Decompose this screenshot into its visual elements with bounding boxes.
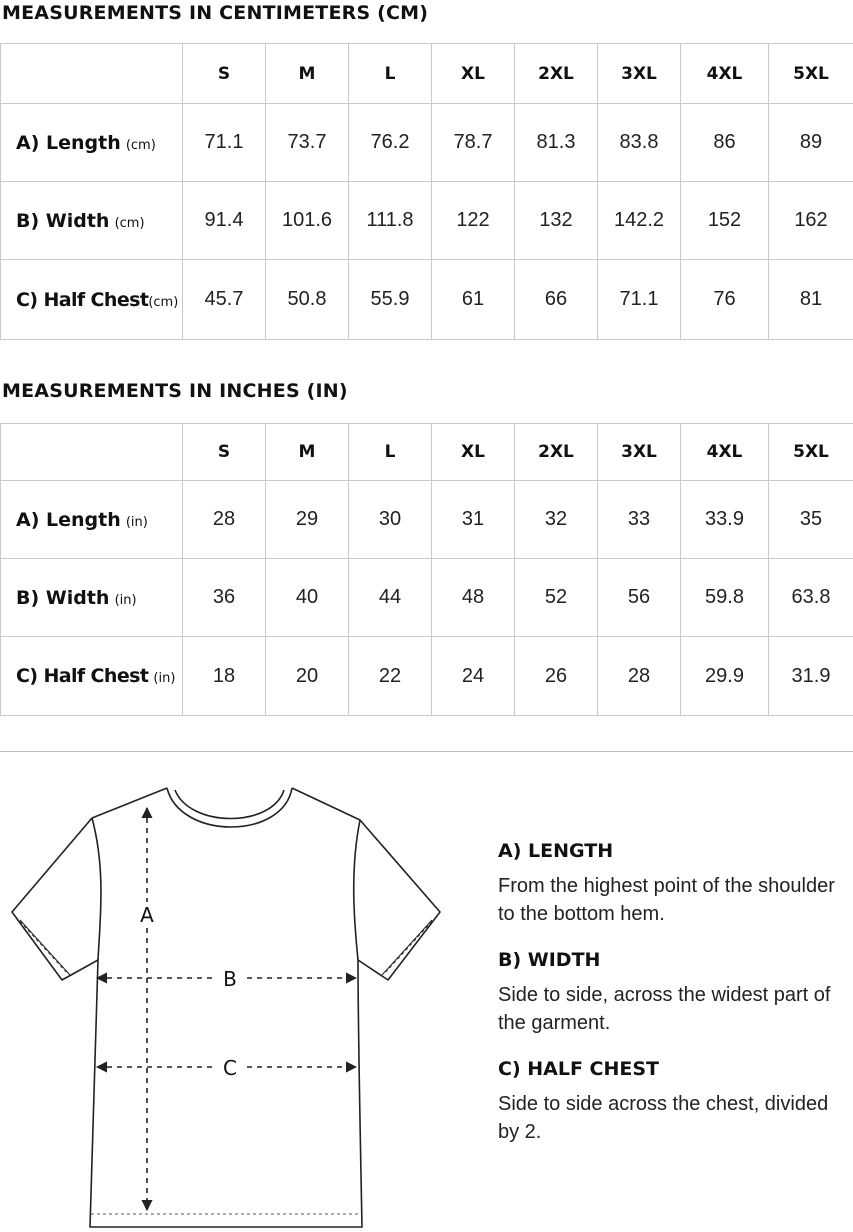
table-cell: 81 <box>769 260 853 340</box>
table-cell: 52 <box>515 559 598 637</box>
table-cell: 28 <box>598 637 681 716</box>
table-cell: 56 <box>598 559 681 637</box>
row-label <box>1 481 183 559</box>
table-cell: 36 <box>183 559 266 637</box>
cm-size-table <box>0 43 853 340</box>
table-cell: 78.7 <box>432 104 515 182</box>
table-cell: 29.9 <box>681 637 769 716</box>
size-header: 5XL <box>769 44 853 104</box>
table-cell: 83.8 <box>598 104 681 182</box>
table-row <box>1 481 853 559</box>
table-cell: 61 <box>432 260 515 340</box>
table-cell: 76.2 <box>349 104 432 182</box>
table-cell: 66 <box>515 260 598 340</box>
row-label-unit: (in) <box>125 514 148 530</box>
size-header: L <box>349 44 432 104</box>
table-row <box>1 104 853 182</box>
cm-section-title: MEASUREMENTS IN CENTIMETERS (CM) <box>2 2 429 24</box>
legend-description: Side to side, across the widest part of the garment. <box>498 984 831 1034</box>
table-cell: 24 <box>432 637 515 716</box>
table-cell: 22 <box>349 637 432 716</box>
row-label-unit: (cm) <box>125 137 156 153</box>
legend-item-length <box>498 840 838 928</box>
in-section-title: MEASUREMENTS IN INCHES (IN) <box>2 380 348 402</box>
row-label-text: C) Half Chest <box>16 288 149 311</box>
label-a: A <box>140 903 154 927</box>
size-header: 2XL <box>515 424 598 481</box>
table-cell: 18 <box>183 637 266 716</box>
size-header: 2XL <box>515 44 598 104</box>
size-header: M <box>266 44 349 104</box>
size-header: 4XL <box>681 424 769 481</box>
table-cell: 111.8 <box>349 182 432 260</box>
size-header: XL <box>432 424 515 481</box>
table-cell: 152 <box>681 182 769 260</box>
table-cell: 31 <box>432 481 515 559</box>
label-b: B <box>223 967 237 991</box>
table-cell: 71.1 <box>598 260 681 340</box>
row-label <box>1 559 183 637</box>
table-cell: 20 <box>266 637 349 716</box>
table-cell: 45.7 <box>183 260 266 340</box>
size-header: M <box>266 424 349 481</box>
table-cell: 132 <box>515 182 598 260</box>
table-row <box>1 182 853 260</box>
table-cell: 91.4 <box>183 182 266 260</box>
row-label-text: B) Width <box>16 209 110 232</box>
row-label-text: C) Half Chest <box>16 665 149 687</box>
size-header: 3XL <box>598 44 681 104</box>
table-cell: 142.2 <box>598 182 681 260</box>
legend-title: A) LENGTH <box>498 840 614 862</box>
legend-description: From the highest point of the shoulder to the bottom hem. <box>498 875 835 925</box>
row-label-text: B) Width <box>16 586 110 609</box>
table-cell: 63.8 <box>769 559 853 637</box>
size-header: S <box>183 44 266 104</box>
table-cell: 59.8 <box>681 559 769 637</box>
table-cell: 29 <box>266 481 349 559</box>
table-cell: 50.8 <box>266 260 349 340</box>
table-cell: 30 <box>349 481 432 559</box>
tshirt-outline-icon <box>12 788 440 1227</box>
header-corner-cell <box>1 44 183 104</box>
table-header-row <box>1 44 853 104</box>
table-cell: 71.1 <box>183 104 266 182</box>
header-corner-cell <box>1 424 183 481</box>
legend-title: C) HALF CHEST <box>498 1058 660 1080</box>
size-header: 5XL <box>769 424 853 481</box>
table-cell: 33.9 <box>681 481 769 559</box>
label-c: C <box>223 1056 237 1080</box>
table-cell: 162 <box>769 182 853 260</box>
in-size-table <box>0 423 853 716</box>
table-cell: 33 <box>598 481 681 559</box>
legend-item-width <box>498 949 838 1037</box>
measurement-legend <box>498 840 838 1167</box>
row-label <box>1 182 183 260</box>
table-cell: 89 <box>769 104 853 182</box>
table-cell: 101.6 <box>266 182 349 260</box>
table-cell: 81.3 <box>515 104 598 182</box>
table-cell: 40 <box>266 559 349 637</box>
table-row <box>1 260 853 340</box>
table-cell: 55.9 <box>349 260 432 340</box>
legend-description: Side to side across the chest, divided by 2. <box>498 1093 829 1143</box>
row-label <box>1 637 183 716</box>
size-header: L <box>349 424 432 481</box>
row-label <box>1 104 183 182</box>
table-cell: 35 <box>769 481 853 559</box>
legend-title: B) WIDTH <box>498 949 601 971</box>
tshirt-diagram <box>0 770 460 1230</box>
row-label-text: A) Length <box>16 508 121 531</box>
section-divider <box>0 751 853 752</box>
row-label-unit: (cm) <box>148 294 179 310</box>
table-cell: 44 <box>349 559 432 637</box>
table-cell: 86 <box>681 104 769 182</box>
row-label <box>1 260 183 340</box>
table-cell: 26 <box>515 637 598 716</box>
size-header: S <box>183 424 266 481</box>
table-cell: 32 <box>515 481 598 559</box>
row-label-unit: (in) <box>114 592 137 608</box>
table-cell: 76 <box>681 260 769 340</box>
size-header: XL <box>432 44 515 104</box>
table-row <box>1 637 853 716</box>
row-label-text: A) Length <box>16 131 121 154</box>
table-cell: 48 <box>432 559 515 637</box>
table-cell: 28 <box>183 481 266 559</box>
table-cell: 31.9 <box>769 637 853 716</box>
table-cell: 73.7 <box>266 104 349 182</box>
row-label-unit: (cm) <box>114 215 145 231</box>
table-header-row <box>1 424 853 481</box>
size-header: 3XL <box>598 424 681 481</box>
legend-item-half-chest <box>498 1058 838 1146</box>
size-header: 4XL <box>681 44 769 104</box>
table-row <box>1 559 853 637</box>
table-cell: 122 <box>432 182 515 260</box>
row-label-unit: (in) <box>153 671 176 686</box>
